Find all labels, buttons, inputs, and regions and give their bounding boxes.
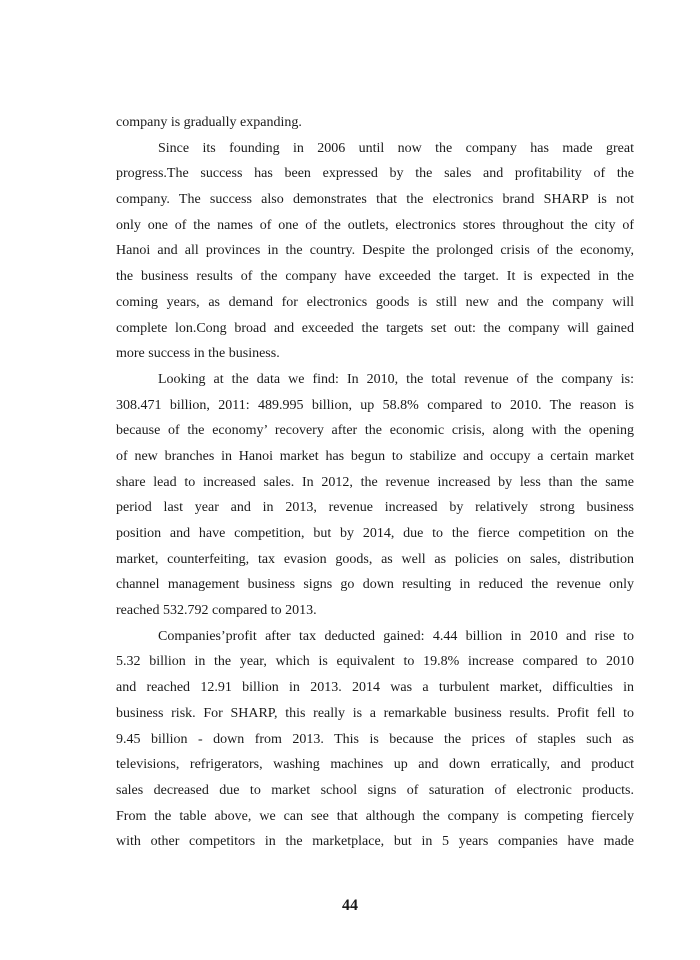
text-line: market, counterfeiting, tax evasion goods, as well as policies on sales, distribution <box>116 551 634 567</box>
text-line: only one of the names of one of the outlets, electronics stores throughout the city of <box>116 217 634 233</box>
text-line: position and have competition, but by 2014, due to the fierce competition on the <box>116 526 634 541</box>
text-line: sales decreased due to market school signs of saturation of electronic products. <box>116 782 634 798</box>
text-line: of new branches in Hanoi market has begun to stabilize and occupy a certain market <box>116 448 634 464</box>
text-line: 9.45 billion - down from 2013. This is because the prices of staples such as <box>116 731 634 747</box>
page-number: 44 <box>342 897 358 914</box>
text-line: coming years, as demand for electronics goods is still new and the company will <box>116 294 634 310</box>
text-line: and reached 12.91 billion in 2013. 2014 was a turbulent market, difficulties in <box>116 680 634 696</box>
text-line: Since its founding in 2006 until now the company has made great <box>158 140 634 156</box>
text-line: business risk. For SHARP, this really is a remarkable business results. Profit fell to <box>116 705 634 721</box>
text-line: period last year and in 2013, revenue increased by relatively strong business <box>116 500 634 516</box>
text-line: From the table above, we can see that although the company is competing fiercely <box>116 808 634 824</box>
text-line: with other competitors in the marketplace, but in 5 years companies have made <box>116 834 634 850</box>
text-line: company. The success also demonstrates that the electronics brand SHARP is not <box>116 192 634 208</box>
text-line: share lead to increased sales. In 2012, the revenue increased by less than the same <box>116 474 634 490</box>
text-line: because of the economy’ recovery after the economic crisis, along with the opening <box>116 423 634 439</box>
text-line: 308.471 billion, 2011: 489.995 billion, up 58.8% compared to 2010. The reason is <box>116 397 634 413</box>
text-line: the business results of the company have exceeded the target. It is expected in the <box>116 269 634 285</box>
body-text <box>116 110 634 855</box>
text-line: Companies’profit after tax deducted gained: 4.44 billion in 2010 and rise to <box>158 628 634 644</box>
text-line: Looking at the data we find: In 2010, the total revenue of the company is: <box>158 371 634 387</box>
text-line: reached 532.792 compared to 2013. <box>116 603 317 619</box>
text-line: channel management business signs go down resulting in reduced the revenue only <box>116 577 634 593</box>
text-line: televisions, refrigerators, washing machines up and down erratically, and product <box>116 757 634 773</box>
text-line: company is gradually expanding. <box>116 115 302 130</box>
text-line: more success in the business. <box>116 346 280 362</box>
text-line: Hanoi and all provinces in the country. Despite the prolonged crisis of the economy, <box>116 243 634 259</box>
text-line: complete lon.Cong broad and exceeded the targets set out: the company will gained <box>116 320 634 336</box>
text-line: progress.The success has been expressed by the sales and profitability of the <box>116 166 634 182</box>
text-line: 5.32 billion in the year, which is equivalent to 19.8% increase compared to 2010 <box>116 654 634 670</box>
